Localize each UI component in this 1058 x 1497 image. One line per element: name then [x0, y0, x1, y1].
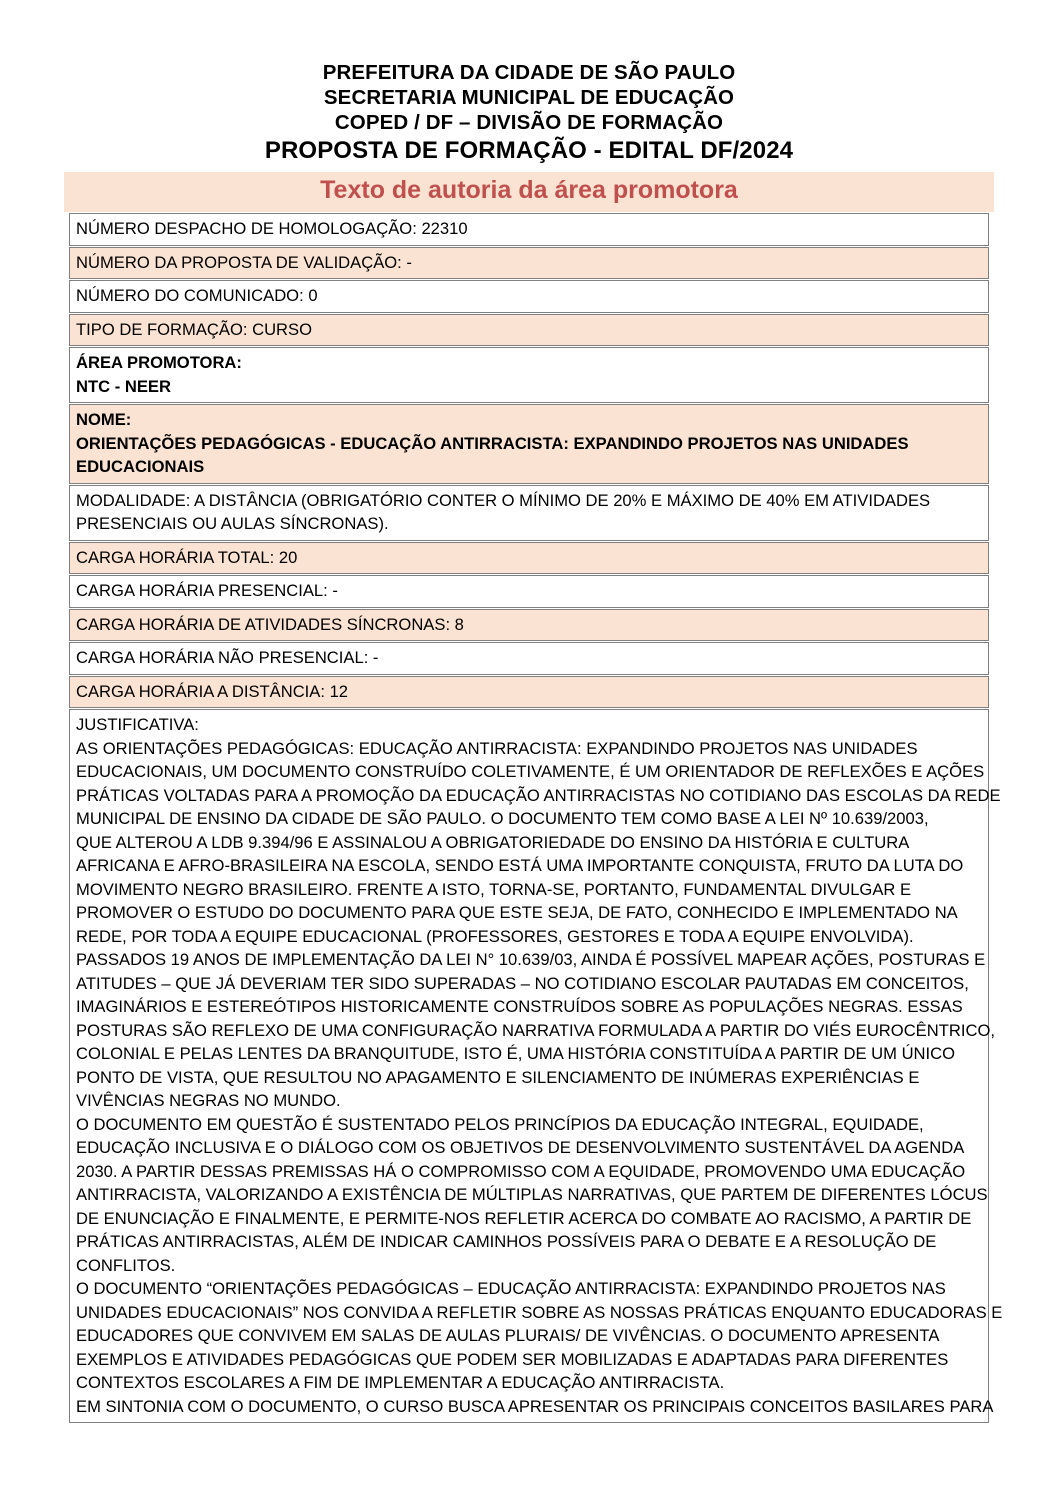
table-row — [69, 280, 989, 313]
nome-label: NOME: — [76, 410, 132, 429]
justificativa-line: COLONIAL E PELAS LENTES DA BRANQUITUDE, ISTO É, UMA HISTÓRIA CONSTITUÍDA A PARTIR DE UM ÚNICO — [76, 1044, 956, 1063]
justificativa-line: QUE ALTEROU A LDB 9.394/96 E ASSINALOU A OBRIGATORIEDADE DO ENSINO DA HISTÓRIA E CULTURA — [76, 832, 910, 852]
justificativa-line: PRÁTICAS VOLTADAS PARA A PROMOÇÃO DA EDUCAÇÃO ANTIRRACISTAS NO COTIDIANO DAS ESCOLAS DA REDE — [76, 785, 1001, 805]
justificativa-line: UNIDADES EDUCACIONAIS” NOS CONVIDA A REFLETIR SOBRE AS NOSSAS PRÁTICAS ENQUANTO EDUCADORAS E — [76, 1302, 1003, 1322]
row-justificativa — [69, 709, 1003, 1423]
justificativa-line: VIVÊNCIAS NEGRAS NO MUNDO. — [76, 1091, 341, 1110]
banner — [64, 172, 994, 212]
justificativa-line: PONTO DE VISTA, QUE RESULTOU NO APAGAMENTO E SILENCIAMENTO DE INÚMERAS EXPERIÊNCIAS E — [76, 1067, 920, 1087]
table-row — [69, 609, 989, 642]
justificativa-line: CONFLITOS. — [76, 1255, 176, 1275]
justificativa-line: IMAGINÁRIOS E ESTEREÓTIPOS HISTORICAMENTE CONSTRUÍDOS SOBRE AS POPULAÇÕES NEGRAS. ESSAS — [76, 997, 963, 1016]
justificativa-line: ATITUDES – QUE JÁ DEVERIAM TER SIDO SUPERADAS – NO COTIDIANO ESCOLAR PAUTADAS EM CONCEITOS, — [76, 973, 969, 993]
row-carga-sincronas: CARGA HORÁRIA DE ATIVIDADES SÍNCRONAS: 8 — [69, 609, 989, 642]
justificativa-line: POSTURAS SÃO REFLEXO DE UMA CONFIGURAÇÃO NARRATIVA FORMULADA A PARTIR DO VIÉS EUROCÊNTRICO, — [76, 1020, 995, 1040]
justificativa-body — [76, 737, 1003, 1419]
header-line-edital: PROPOSTA DE FORMAÇÃO - EDITAL DF/2024 — [264, 137, 794, 164]
table-row — [69, 247, 989, 280]
justificativa-line: MOVIMENTO NEGRO BRASILEIRO. FRENTE A ISTO, TORNA-SE, PORTANTO, FUNDAMENTAL DIVULGAR E — [76, 879, 912, 899]
proposal-info-table — [69, 212, 1003, 1424]
justificativa-label: JUSTIFICATIVA: — [76, 715, 199, 734]
row-nome — [69, 404, 989, 484]
row-carga-nao-presencial: CARGA HORÁRIA NÃO PRESENCIAL: - — [69, 642, 989, 675]
justificativa-line: MUNICIPAL DE ENSINO DA CIDADE DE SÃO PAULO. O DOCUMENTO TEM COMO BASE A LEI Nº 10.639/2003, — [76, 809, 929, 828]
row-area-promotora — [69, 347, 989, 403]
justificativa-line: AFRICANA E AFRO-BRASILEIRA NA ESCOLA, SENDO ESTÁ UMA IMPORTANTE CONQUISTA, FRUTO DA LUTA DO — [76, 856, 964, 875]
row-proposta-validacao: NÚMERO DA PROPOSTA DE VALIDAÇÃO: - — [69, 247, 989, 280]
table-row — [69, 485, 989, 541]
justificativa-line: REDE, POR TODA A EQUIPE EDUCACIONAL (PROFESSORES, GESTORES E TODA A EQUIPE ENVOLVIDA). — [76, 926, 914, 946]
justificativa-line: 2030. A PARTIR DESSAS PREMISSAS HÁ O COMPROMISSO COM A EQUIDADE, PROMOVENDO UMA EDUCAÇÃO — [76, 1161, 966, 1181]
justificativa-line: O DOCUMENTO “ORIENTAÇÕES PEDAGÓGICAS – EDUCAÇÃO ANTIRRACISTA: EXPANDINDO PROJETOS NAS — [76, 1279, 946, 1298]
justificativa-line: CONTEXTOS ESCOLARES A FIM DE IMPLEMENTAR A EDUCAÇÃO ANTIRRACISTA. — [76, 1373, 725, 1392]
justificativa-line: PRÁTICAS ANTIRRACISTAS, ALÉM DE INDICAR CAMINHOS POSSÍVEIS PARA O DEBATE E A RESOLUÇÃO DE — [76, 1232, 937, 1251]
justificativa-line: EM SINTONIA COM O DOCUMENTO, O CURSO BUSCA APRESENTAR OS PRINCIPAIS CONCEITOS BASILARES PARA — [76, 1396, 994, 1416]
document-header — [0, 0, 1058, 166]
justificativa-line: PROMOVER O ESTUDO DO DOCUMENTO PARA QUE ESTE SEJA, DE FATO, CONHECIDO E IMPLEMENTADO NA — [76, 903, 958, 922]
justificativa-line: O DOCUMENTO EM QUESTÃO É SUSTENTADO PELOS PRINCÍPIOS DA EDUCAÇÃO INTEGRAL, EQUIDADE, — [76, 1114, 924, 1134]
row-tipo-formacao: TIPO DE FORMAÇÃO: CURSO — [69, 314, 989, 347]
justificativa-line: AS ORIENTAÇÕES PEDAGÓGICAS: EDUCAÇÃO ANTIRRACISTA: EXPANDINDO PROJETOS NAS UNIDADES — [76, 738, 918, 758]
table-row — [69, 642, 989, 675]
row-despacho: NÚMERO DESPACHO DE HOMOLOGAÇÃO: 22310 — [69, 213, 989, 246]
row-modalidade: MODALIDADE: A DISTÂNCIA (OBRIGATÓRIO CONTER O MÍNIMO DE 20% E MÁXIMO DE 40% EM ATIVIDADES PRESENCIAIS OU AULAS SÍNCRONAS). — [69, 485, 989, 541]
table-row — [69, 575, 989, 608]
header-line-3: COPED / DF – DIVISÃO DE FORMAÇÃO — [334, 111, 724, 134]
row-carga-total: CARGA HORÁRIA TOTAL: 20 — [69, 542, 989, 575]
table-row — [69, 542, 989, 575]
table-row — [69, 347, 989, 403]
justificativa-line: DE ENUNCIAÇÃO E FINALMENTE, E PERMITE-NOS REFLETIR ACERCA DO COMBATE AO RACISMO, A PARTIR DE — [76, 1208, 972, 1228]
table-row — [69, 314, 989, 347]
justificativa-line: EDUCADORES QUE CONVIVEM EM SALAS DE AULAS PLURAIS/ DE VIVÊNCIAS. O DOCUMENTO APRESENTA — [76, 1326, 940, 1345]
row-carga-presencial: CARGA HORÁRIA PRESENCIAL: - — [69, 575, 989, 608]
row-carga-distancia: CARGA HORÁRIA A DISTÂNCIA: 12 — [69, 676, 989, 709]
row-comunicado: NÚMERO DO COMUNICADO: 0 — [69, 280, 989, 313]
banner-title: Texto de autoria da área promotora — [320, 176, 738, 204]
header-line-1: PREFEITURA DA CIDADE DE SÃO PAULO — [322, 61, 736, 84]
justificativa-line: EDUCACIONAIS, UM DOCUMENTO CONSTRUÍDO COLETIVAMENTE, É UM ORIENTADOR DE REFLEXÕES E AÇÕES — [76, 762, 985, 781]
header-line-2: SECRETARIA MUNICIPAL DE EDUCAÇÃO — [323, 86, 735, 109]
justificativa-line: EDUCAÇÃO INCLUSIVA E O DIÁLOGO COM OS OBJETIVOS DE DESENVOLVIMENTO SUSTENTÁVEL DA AGENDA — [76, 1138, 965, 1157]
table-row — [69, 213, 989, 246]
table-row — [69, 709, 989, 1423]
nome-value: ORIENTAÇÕES PEDAGÓGICAS - EDUCAÇÃO ANTIRRACISTA: EXPANDINDO PROJETOS NAS UNIDADES EDUCACIONAIS — [76, 433, 909, 476]
table-row — [69, 404, 989, 484]
area-promotora-value: NTC - NEER — [76, 376, 171, 396]
table-row — [69, 676, 989, 709]
justificativa-line: EXEMPLOS E ATIVIDADES PEDAGÓGICAS QUE PODEM SER MOBILIZADAS E ADAPTADAS PARA DIFERENTES — [76, 1349, 949, 1369]
area-promotora-label: ÁREA PROMOTORA: — [76, 353, 242, 372]
justificativa-line: ANTIRRACISTA, VALORIZANDO A EXISTÊNCIA DE MÚLTIPLAS NARRATIVAS, QUE PARTEM DE DIFERENTES LÓCUS — [76, 1185, 988, 1204]
justificativa-line: PASSADOS 19 ANOS DE IMPLEMENTAÇÃO DA LEI N° 10.639/03, AINDA É POSSÍVEL MAPEAR AÇÕES, POSTURAS E — [76, 950, 986, 969]
